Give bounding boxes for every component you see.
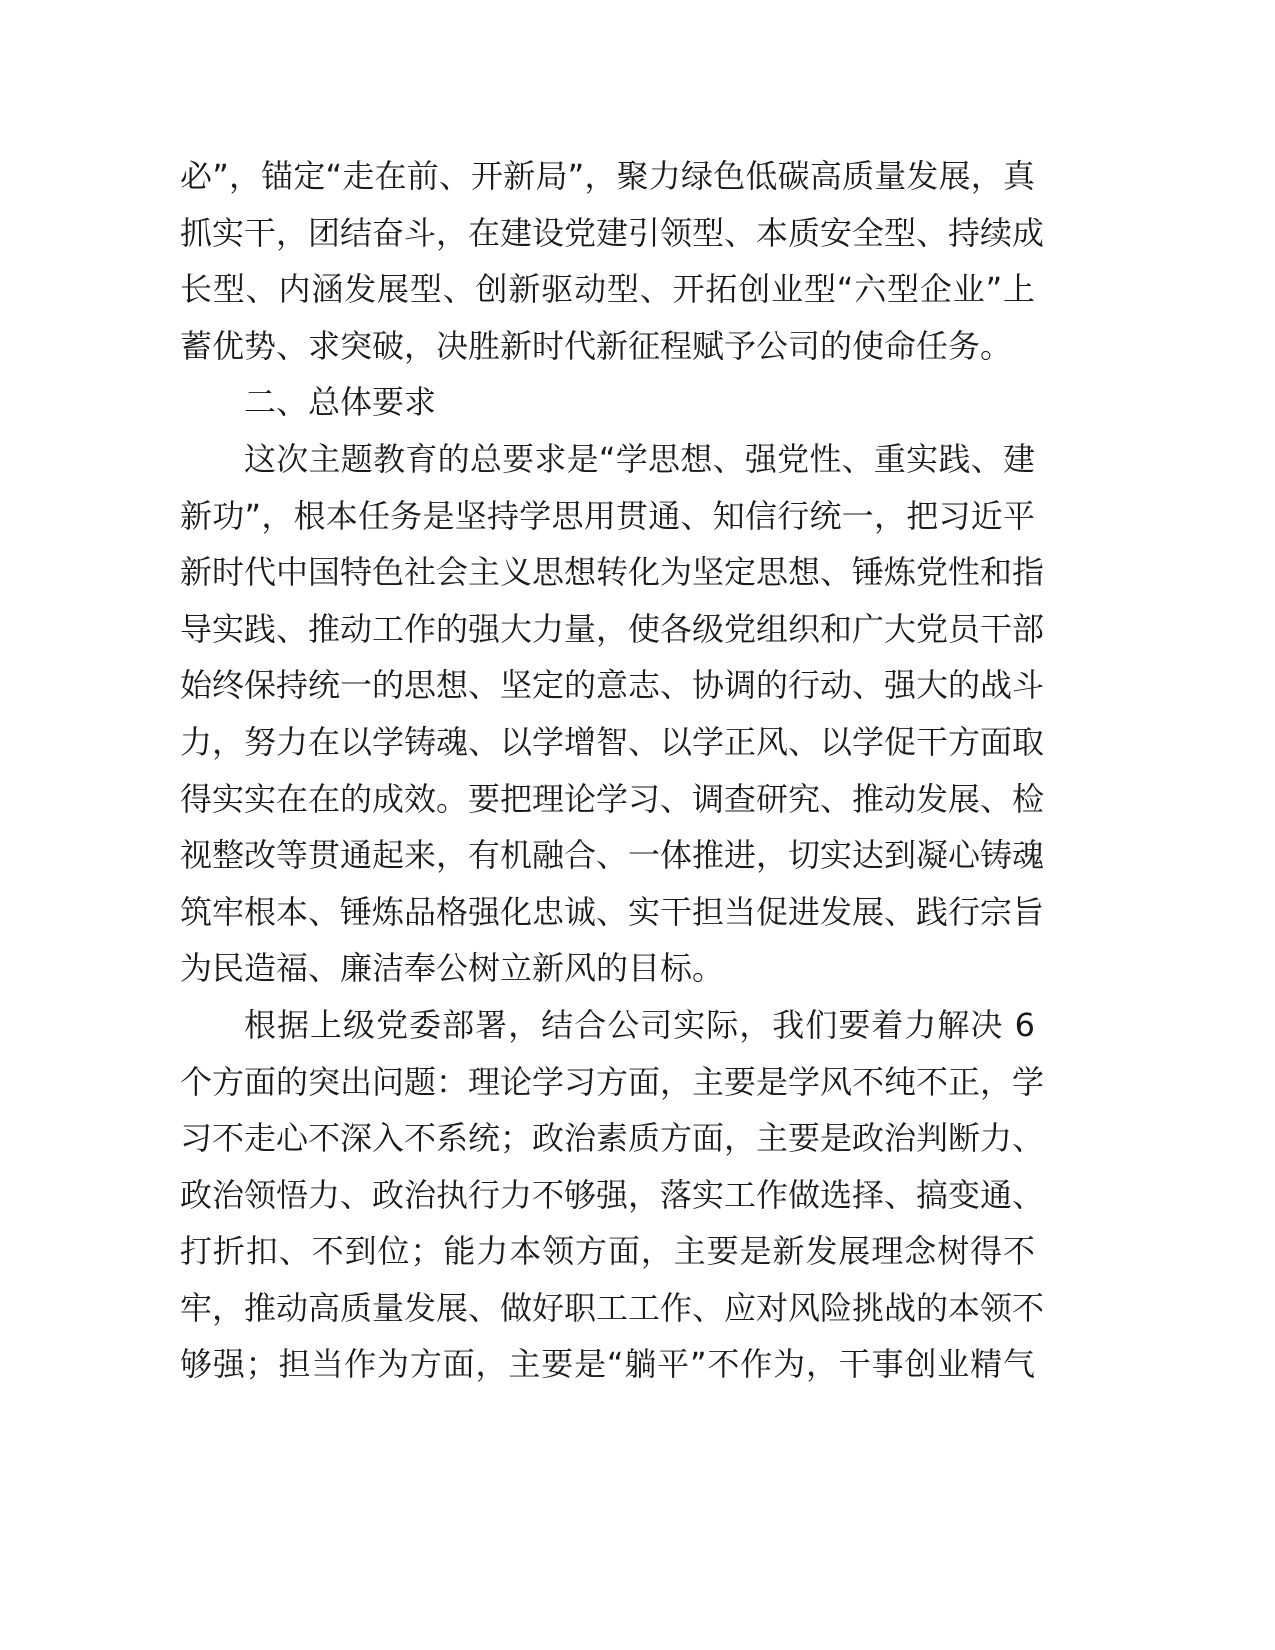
text-line: 根据上级党委部署，结合公司实际，我们要着力解决 6 xyxy=(244,1005,1035,1044)
paragraph-general-requirements xyxy=(180,431,1045,997)
text-line: 视整改等贯通起来，有机融合、一体推进，切实达到凝心铸魂 xyxy=(180,836,1045,875)
text-line: 新时代中国特色社会主义思想转化为坚定思想、锤炼党性和指 xyxy=(180,553,1045,592)
text-line: 力，努力在以学铸魂、以学增智、以学正风、以学促干方面取 xyxy=(180,722,1045,761)
text-line: 新功”，根本任务是坚持学思用贯通、知信行统一，把习近平 xyxy=(180,496,1035,535)
text-line: 政治领悟力、政治执行力不够强，落实工作做选择、搞变通、 xyxy=(180,1175,1045,1214)
text-line: 打折扣、不到位；能力本领方面，主要是新发展理念树得不 xyxy=(180,1232,1035,1271)
text-line: 够强；担当作为方面，主要是“躺平”不作为，干事创业精气 xyxy=(180,1345,1035,1384)
text-line: 这次主题教育的总要求是“学思想、强党性、重实践、建 xyxy=(244,439,1035,478)
text-line: 筑牢根本、锤炼品格强化忠诚、实干担当促进发展、践行宗旨 xyxy=(180,892,1045,931)
text-line: 个方面的突出问题：理论学习方面，主要是学风不纯不正，学 xyxy=(180,1062,1045,1101)
text-line: 始终保持统一的思想、坚定的意志、协调的行动、强大的战斗 xyxy=(180,666,1045,705)
heading-text: 二、总体要求 xyxy=(244,383,437,422)
document-page xyxy=(180,148,1045,1393)
text-line: 为民造福、廉洁奉公树立新风的目标。 xyxy=(180,949,725,988)
text-line: 抓实干，团结奋斗，在建设党建引领型、本质安全型、持续成 xyxy=(180,213,1045,252)
section-heading xyxy=(180,374,1035,431)
text-line: 得实实在在的成效。要把理论学习、调查研究、推动发展、检 xyxy=(180,779,1045,818)
text-line: 蓄优势、求突破，决胜新时代新征程赋予公司的使命任务。 xyxy=(180,326,1013,365)
text-line: 长型、内涵发展型、创新驱动型、开拓创业型“六型企业”上 xyxy=(180,270,1035,309)
paragraph-key-problems xyxy=(180,997,1045,1393)
text-line: 必”，锚定“走在前、开新局”，聚力绿色低碳高质量发展，真 xyxy=(180,157,1035,195)
text-line: 习不走心不深入不系统；政治素质方面，主要是政治判断力、 xyxy=(180,1119,1045,1158)
text-line: 牢，推动高质量发展、做好职工工作、应对风险挑战的本领不 xyxy=(180,1288,1045,1327)
text-line: 导实践、推动工作的强大力量，使各级党组织和广大党员干部 xyxy=(180,609,1045,648)
paragraph-intro-continuation xyxy=(180,148,1045,374)
